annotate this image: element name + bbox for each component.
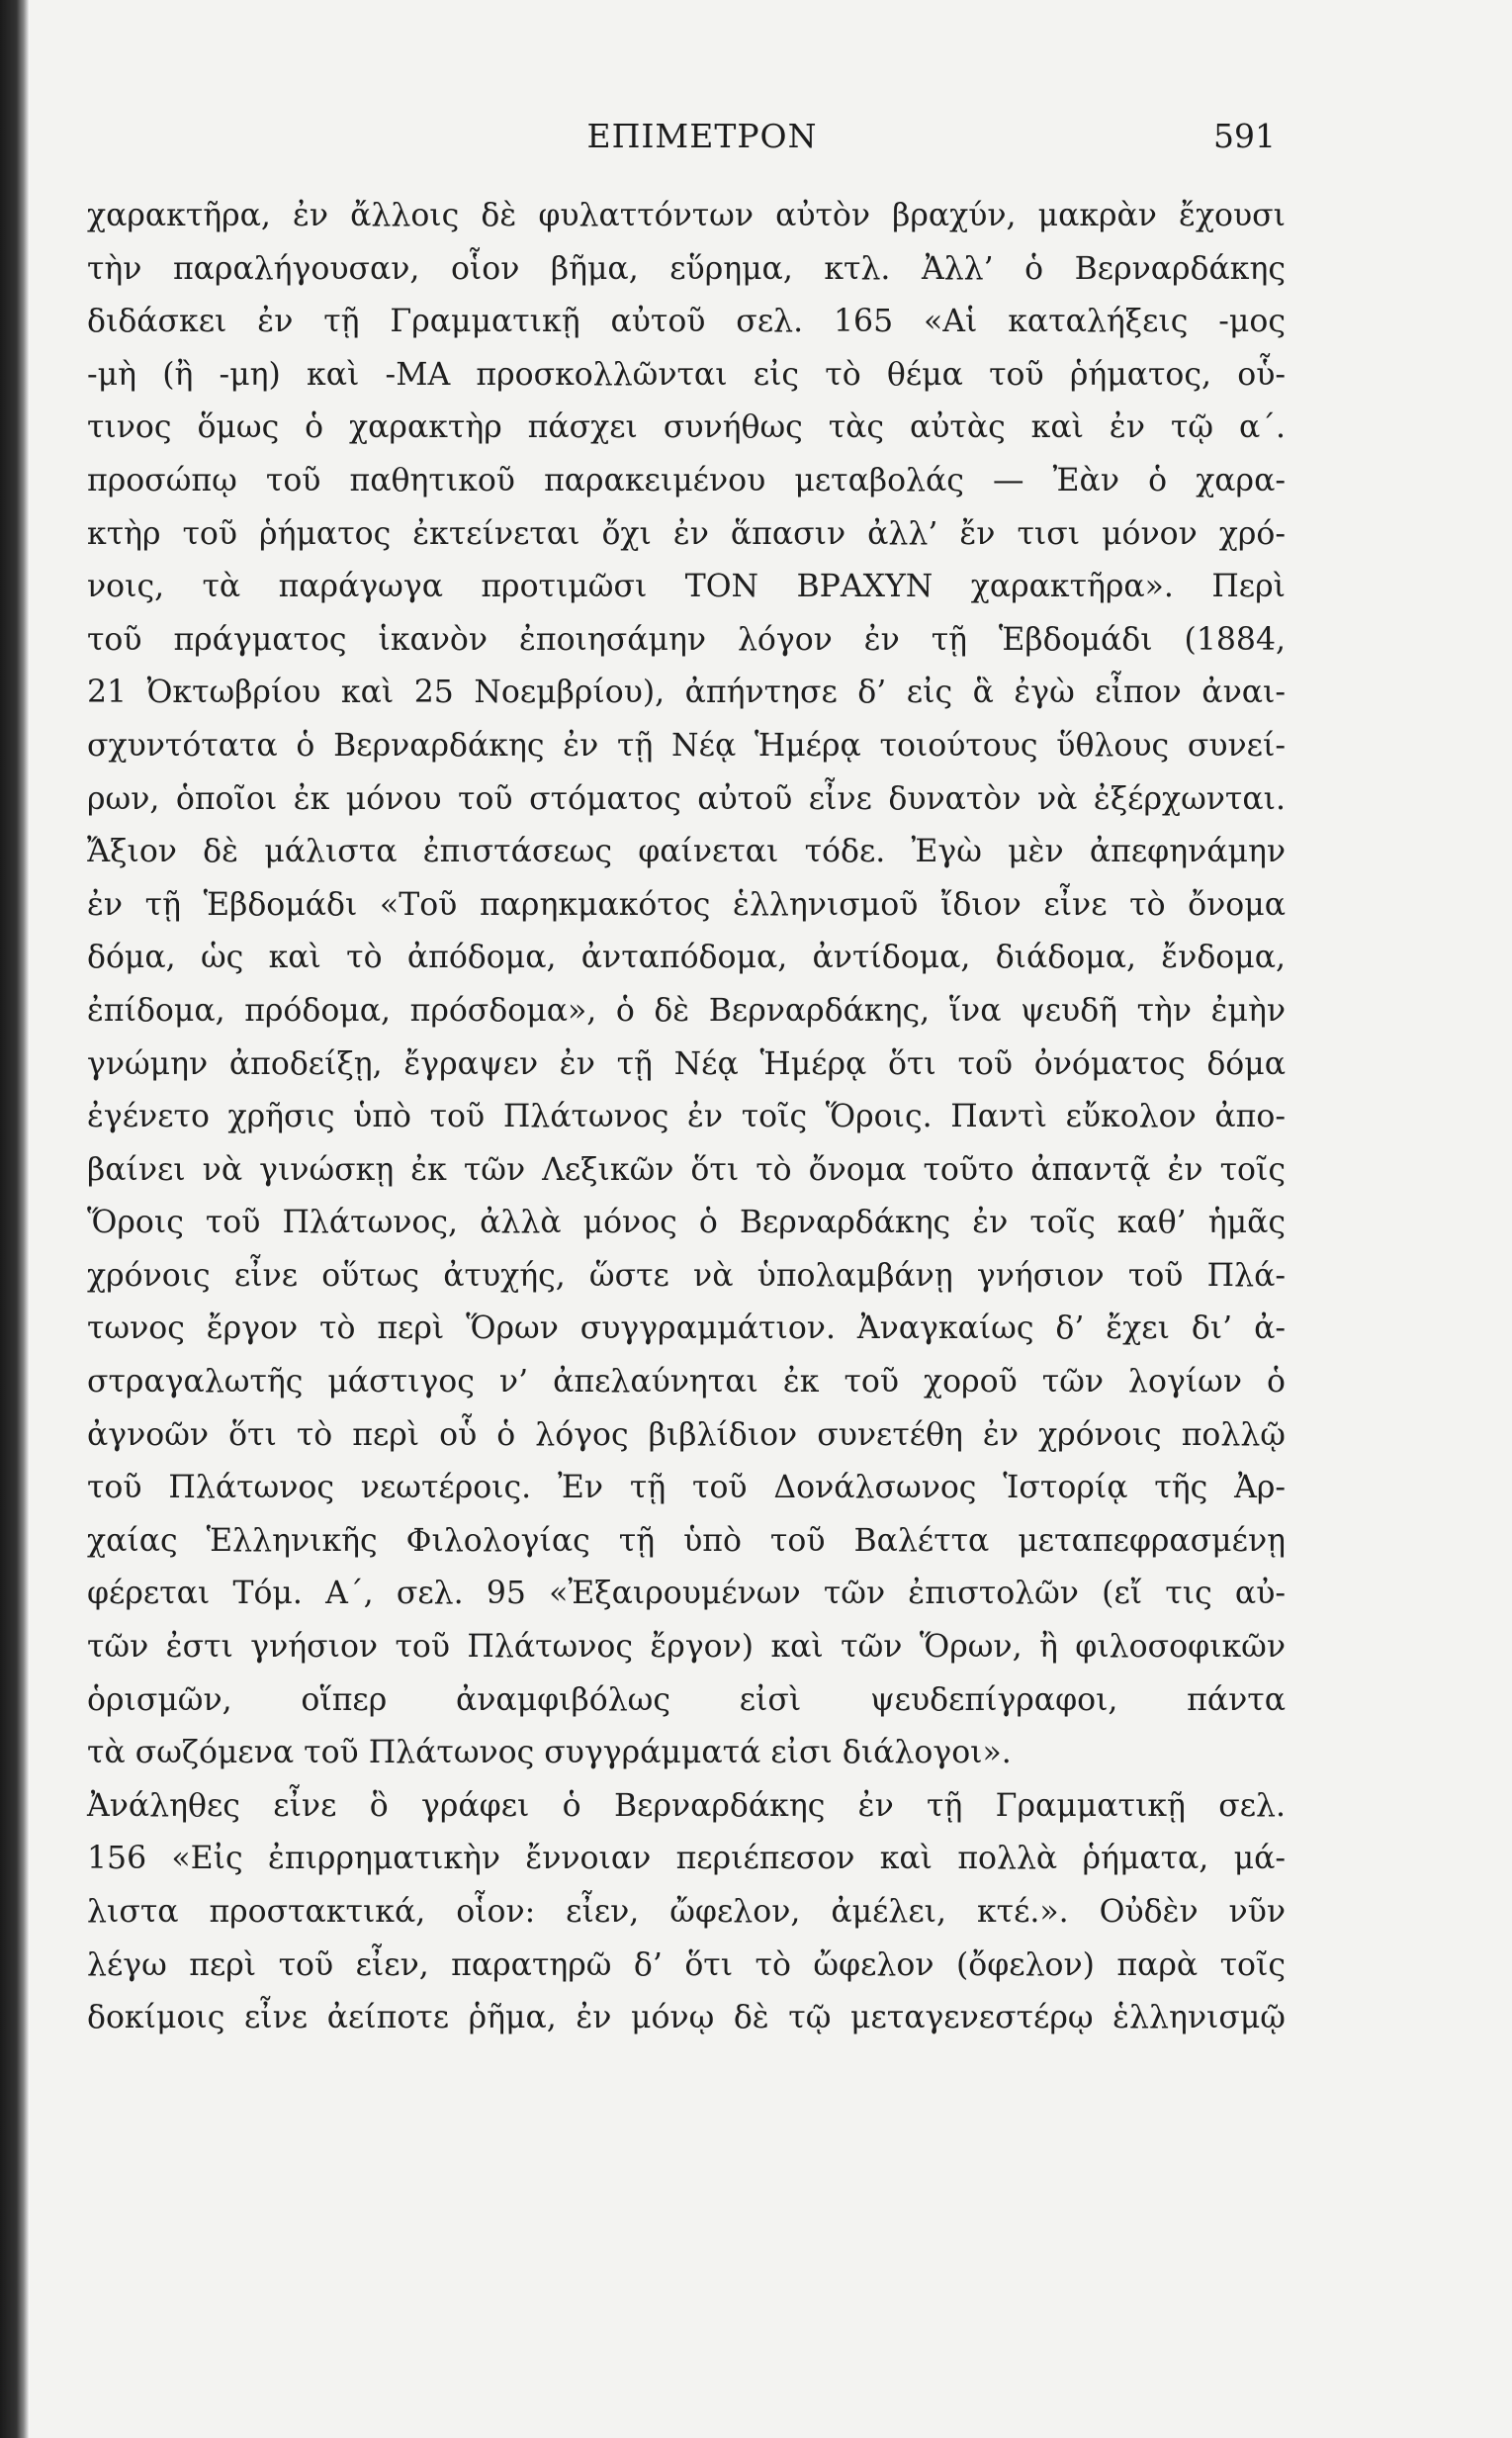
text-line: Ὅροις τοῦ Πλάτωνος, ἀλλὰ μόνος ὁ Βερναρδάκης ἐν τοῖς καθ’ ἡμᾶς — [87, 1205, 1286, 1241]
text-line: κτὴρ τοῦ ῥήματος ἐκτείνεται ὄχι ἐν ἅπασιν ἀλλ’ ἔν τισι μόνον χρό- — [87, 515, 1286, 552]
text-line: ἀγνοῶν ὅτι τὸ περὶ οὗ ὁ λόγος βιβλίδιον συνετέθη ἐν χρόνοις πολλῷ — [87, 1416, 1286, 1453]
binding-shadow — [0, 0, 30, 2438]
text-line: προσώπῳ τοῦ παθητικοῦ παρακειμένου μεταβολάς — Ἐὰν ὁ χαρα- — [87, 462, 1286, 498]
text-line: σχυντότατα ὁ Βερναρδάκης ἐν τῇ Νέᾳ Ἡμέρᾳ τοιούτους ὕθλους συνεί- — [87, 727, 1286, 764]
text-line: διδάσκει ἐν τῇ Γραμματικῇ αὐτοῦ σελ. 165 «Αἱ καταλήξεις -μος — [87, 304, 1286, 340]
text-line: χαίας Ἑλληνικῆς Φιλολογίας τῇ ὑπὸ τοῦ Βαλέττα μεταπεφρασμένῃ — [87, 1522, 1286, 1559]
text-line: γνώμην ἀποδείξῃ, ἔγραψεν ἐν τῇ Νέᾳ Ἡμέρᾳ ὅτι τοῦ ὀνόματος δόμα — [87, 1045, 1286, 1082]
text-line: τωνος ἔργον τὸ περὶ Ὅρων συγγραμμάτιον. Ἀναγκαίως δ’ ἔχει δι’ ἀ- — [87, 1310, 1286, 1347]
text-line: 21 Ὀκτωβρίου καὶ 25 Νοεμβρίου), ἀπήντησε δ’ εἰς ἃ ἐγὼ εἶπον ἀναι- — [87, 675, 1286, 711]
text-line: λέγω περὶ τοῦ εἶεν, παρατηρῶ δ’ ὅτι τὸ ὤφελον (ὄφελον) παρὰ τοῖς — [87, 1946, 1286, 1983]
running-head — [129, 117, 1276, 156]
text-line: τῶν ἐστι γνήσιον τοῦ Πλάτωνος ἔργον) καὶ τῶν Ὅρων, ἢ φιλοσοφικῶν — [87, 1629, 1286, 1666]
text-line: τοῦ Πλάτωνος νεωτέροις. Ἐν τῇ τοῦ Δονάλσωνος Ἱστορίᾳ τῆς Ἀρ- — [87, 1470, 1286, 1506]
text-line: τινος ὅμως ὁ χαρακτὴρ πάσχει συνήθως τὰς αὐτὰς καὶ ἐν τῷ α΄. — [87, 409, 1286, 446]
text-line: χαρακτῆρα, ἐν ἄλλοις δὲ φυλαττόντων αὐτὸν βραχύν, μακρὰν ἔχουσι — [87, 198, 1286, 233]
text-line: ἐγένετο χρῆσις ὑπὸ τοῦ Πλάτωνος ἐν τοῖς Ὅροις. Παντὶ εὔκολον ἀπο- — [87, 1099, 1286, 1135]
text-line: βαίνει νὰ γινώσκῃ ἐκ τῶν Λεξικῶν ὅτι τὸ ὄνομα τοῦτο ἀπαντᾷ ἐν τοῖς — [87, 1151, 1286, 1188]
running-title: ΕΠΙΜΕΤΡΟΝ — [586, 117, 818, 155]
text-line: 156 «Εἰς ἐπιρρηματικὴν ἔννοιαν περιέπεσον καὶ πολλὰ ῥήματα, μά- — [87, 1841, 1286, 1877]
text-line: νοις, τὰ παράγωγα προτιμῶσι ΤΟΝ ΒΡΑΧΥΝ χαρακτῆρα». Περὶ — [87, 569, 1286, 605]
text-line: ρων, ὁποῖοι ἐκ μόνου τοῦ στόματος αὐτοῦ εἶνε δυνατὸν νὰ ἐξέρχωνται. — [87, 780, 1286, 817]
text-line: δόμα, ὡς καὶ τὸ ἀπόδομα, ἀνταπόδομα, ἀντίδομα, διάδομα, ἔνδομα, — [87, 940, 1286, 976]
text-line: φέρεται Τόμ. Α΄, σελ. 95 «Ἐξαιρουμένων τῶν ἐπιστολῶν (εἴ τις αὐ- — [87, 1576, 1286, 1612]
text-line: τὰ σωζόμενα τοῦ Πλάτωνος συγγράμματά εἰσι διάλογοι». — [87, 1735, 1012, 1771]
text-line: ἐπίδομα, πρόδομα, πρόσδομα», ὁ δὲ Βερναρδάκης, ἵνα ψευδῆ τὴν ἐμὴν — [87, 992, 1286, 1029]
text-line: τοῦ πράγματος ἱκανὸν ἐποιησάμην λόγον ἐν τῇ Ἑβδομάδι (1884, — [87, 621, 1286, 658]
text-line: Ἄξιον δὲ μάλιστα ἐπιστάσεως φαίνεται τόδε. Ἐγὼ μὲν ἀπεφηνάμην — [87, 834, 1286, 870]
text-line: τὴν παραλήγουσαν, οἷον βῆμα, εὕρημα, κτλ. Ἀλλ’ ὁ Βερναρδάκης — [87, 250, 1286, 287]
text-line: ἐν τῇ Ἑβδομάδι «Τοῦ παρηκμακότος ἑλληνισμοῦ ἴδιον εἶνε τὸ ὄνομα — [87, 886, 1286, 923]
text-line: ὁρισμῶν, οἵπερ ἀναμφιβόλως εἰσὶ ψευδεπίγραφοι, πάντα — [87, 1681, 1286, 1718]
text-line: χρόνοις εἶνε οὕτως ἀτυχής, ὥστε νὰ ὑπολαμβάνῃ γνήσιον τοῦ Πλά- — [87, 1257, 1286, 1294]
text-line: λιστα προστακτικά, οἷον: εἶεν, ὤφελον, ἀμέλει, κτέ.». Οὐδὲν νῦν — [87, 1894, 1286, 1930]
text-line: -μὴ (ἢ -μη) καὶ -ΜΑ προσκολλῶνται εἰς τὸ θέμα τοῦ ῥήματος, οὗ- — [87, 356, 1286, 393]
text-line: Ἀνάληθες εἶνε ὃ γράφει ὁ Βερναρδάκης ἐν τῇ Γραμματικῇ σελ. — [87, 1787, 1286, 1824]
text-line: στραγαλωτῆς μάστιγος ν’ ἀπελαύνηται ἐκ τοῦ χοροῦ τῶν λογίων ὁ — [87, 1364, 1286, 1400]
page-number: 591 — [1213, 117, 1276, 155]
body-text — [87, 190, 1286, 2045]
text-line: δοκίμοις εἶνε ἀείποτε ῥῆμα, ἐν μόνῳ δὲ τῷ μεταγενεστέρῳ ἑλληνισμῷ — [87, 2000, 1286, 2036]
